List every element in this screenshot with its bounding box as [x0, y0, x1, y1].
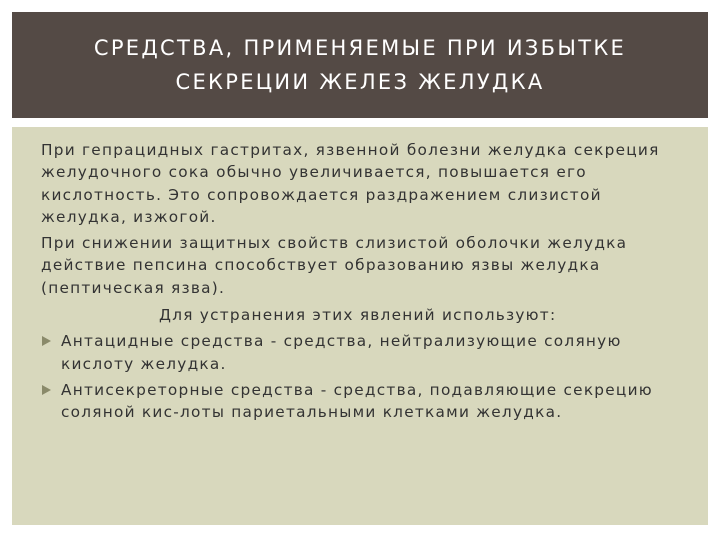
- bullet-text: Антацидные средства - средства, нейтрализующие соляную кислоту желудка.: [61, 332, 622, 373]
- intro-line: Для устранения этих явлений используют:: [159, 306, 557, 325]
- bullet-item-antisecretory: [41, 379, 690, 424]
- slide-title-bar: [12, 12, 708, 118]
- bullet-arrow-icon: [42, 336, 51, 346]
- paragraph-peptic-ulcer: При снижении защитных свойств слизистой оболочки желудка действие пепсина способствует образованию язвы желудка (пептическая язва).: [41, 234, 628, 297]
- paragraph-hyperacid: При гепрацидных гастритах, язвенной болезни желудка секреция желудочного сока обычно увеличивается, повышается его кислотность. Это сопровождается раздражением слизистой желудка, изжогой.: [41, 141, 660, 226]
- slide-title-line-2: СЕКРЕЦИИ ЖЕЛЕЗ ЖЕЛУДКА: [175, 70, 545, 94]
- bullet-item-antacids: [41, 330, 690, 375]
- bullet-arrow-icon: [42, 385, 51, 395]
- bullet-text: Антисекреторные средства - средства, подавляющие секрецию соляной кис-лоты париетальными клетками желудка.: [61, 380, 653, 422]
- slide-title-line-1: СРЕДСТВА, ПРИМЕНЯЕМЫЕ ПРИ ИЗБЫТКЕ: [93, 36, 627, 60]
- slide-content: [12, 127, 708, 525]
